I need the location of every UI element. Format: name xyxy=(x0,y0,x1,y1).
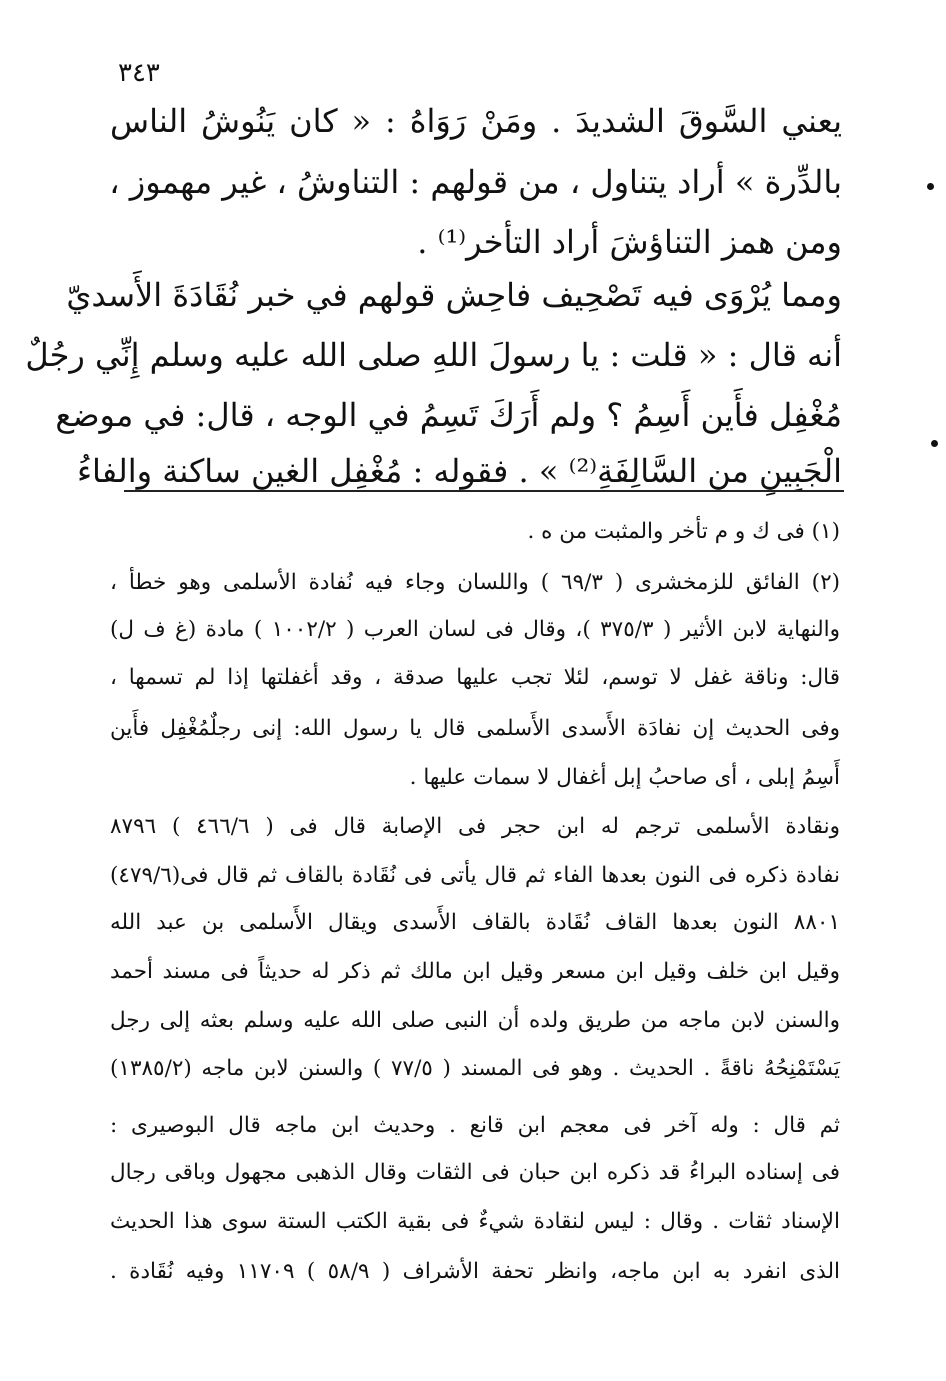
footnote-line: والسنن لابن ماجه من طريق ولده أن النبى صلى الله عليه وسلم بعثه إلى رجل xyxy=(110,1008,840,1033)
main-text-line: مُغْفِل فأَين أَسِمُ ؟ ولم أَرَكَ تَسِمُ في الوجه ، قال: في موضع xyxy=(55,396,842,434)
margin-dot-mark xyxy=(931,440,938,447)
main-text-line: يعني السَّوقَ الشديدَ . ومَنْ رَوَاهُ : « كان يَنُوشُ الناس xyxy=(110,102,842,140)
footnote-line: فى إسناده البراءُ قد ذكره ابن حبان فى الثقات وقال الذهبى مجهول وباقى رجال xyxy=(110,1160,840,1185)
footnote-separator xyxy=(124,490,844,492)
footnote-line: ٨٨٠١ النون بعدها القاف نُقَادة بالقاف الأَسدى ويقال الأَسلمى بن عبد الله xyxy=(110,910,840,935)
footnote-line: (١) فى ك و م تأخر والمثبت من ه . xyxy=(527,519,840,544)
page-number: ٣٤٣ xyxy=(118,58,160,88)
footnote-line: قال: وناقة غفل لا توسم، لئلا تجب عليها صدقة ، وقد أغفلتها إذا لم تسمها ، xyxy=(110,665,840,690)
footnote-line: الذى انفرد به ابن ماجه، وانظر تحفة الأشراف ( ٥٨/٩ ) ١١٧٠٩ وفيه نُقَادة . xyxy=(110,1259,840,1284)
footnote-line: أَسِمُ إبلى ، أى صاحبُ إبل أغفال لا سمات عليها . xyxy=(409,765,840,790)
footnote-line: نفادة ذكره فى النون بعدها الفاء ثم قال يأتى فى نُقَادة بالقاف ثم قال فى(٤٧٩/٦) xyxy=(110,863,840,888)
main-text-line: ومن همز التناؤشَ أراد التأخر⁽¹⁾ . xyxy=(417,223,842,261)
main-text-line: أنه قال : « قلت : يا رسولَ اللهِ صلى الله عليه وسلم إِنِّي رجُلٌ xyxy=(25,336,842,374)
footnote-line: يَسْتَمْنِحُهُ ناقةً . الحديث . وهو فى المسند ( ٧٧/٥ ) والسنن لابن ماجه (١٣٨٥/٢) xyxy=(110,1056,841,1081)
margin-dot-mark xyxy=(927,183,934,190)
footnote-line: الإسناد ثقات . وقال : ليس لنقادة شيءٌ فى بقية الكتب الستة سوى هذا الحديث xyxy=(110,1209,840,1234)
footnote-line: ثم قال : وله آخر فى معجم ابن قانع . وحديث ابن ماجه قال البوصيرى : xyxy=(110,1113,840,1138)
footnote-line: وفى الحديث إن نفادَة الأَسدى الأَسلمى قال يا رسول الله: إنى رجلٌمُغْفِل فأَين xyxy=(110,716,840,741)
footnote-line: وقيل ابن خلف وقيل ابن مسعر وقيل ابن مالك ثم ذكر له حديثاً فى مسند أحمد xyxy=(110,959,840,984)
footnote-line: ونقادة الأسلمى ترجم له ابن حجر فى الإصابة قال فى ( ٤٦٦/٦ ) ٨٧٩٦ xyxy=(110,814,840,839)
main-text-line: ومما يُرْوَى فيه تَصْحِيف فاحِش قولهم في خبر نُقَادَةَ الأَسديّ xyxy=(66,276,842,314)
main-text-line: الْجَبِينِ من السَّالِفَةِ⁽²⁾ » . فقوله : مُغْفِل الغين ساكنة والفاءُ xyxy=(77,452,842,490)
footnote-line: (٢) الفائق للزمخشرى ( ٦٩/٣ ) واللسان وجاء فيه نُفادة الأسلمى وهو خطأ ، xyxy=(110,570,841,595)
footnote-line: والنهاية لابن الأثير ( ٣٧٥/٣ )، وقال فى لسان العرب ( ١٠٠٢/٢ ) مادة (غ ف ل) xyxy=(110,617,840,642)
main-text-line: بالدِّرة » أراد يتناول ، من قولهم : التناوشُ ، غير مهموز ، xyxy=(109,163,842,201)
